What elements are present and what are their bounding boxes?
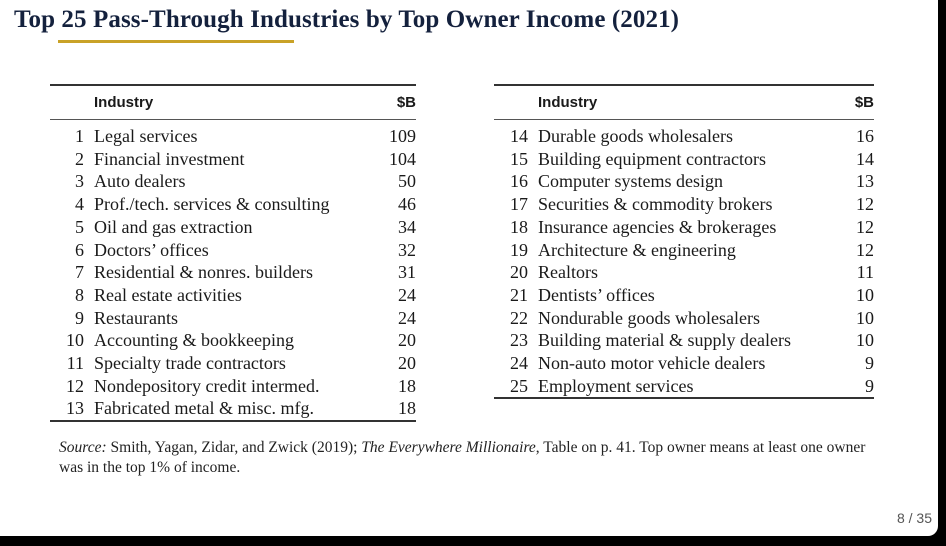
- amount-cell: 18: [398, 398, 416, 419]
- rank-cell: 16: [510, 171, 528, 192]
- table-header-row: [50, 85, 416, 120]
- table-row: [494, 120, 874, 148]
- source-rest: , Table on p. 41. Top owner means at least one owner was in the top 1% of income.: [59, 439, 866, 476]
- table-row: [50, 239, 416, 262]
- amount-cell: 32: [398, 239, 416, 260]
- table-row: [50, 170, 416, 193]
- industry-cell: Financial investment: [94, 148, 245, 169]
- table-row: [494, 239, 874, 262]
- rank-cell: 20: [510, 262, 528, 283]
- amount-cell: 12: [856, 194, 874, 215]
- rank-cell: 19: [510, 239, 528, 260]
- source-authors: Smith, Yagan, Zidar, and Zwick (2019);: [106, 439, 362, 456]
- industry-cell: Prof./tech. services & consulting: [94, 194, 330, 215]
- industry-cell: Specialty trade contractors: [94, 353, 286, 374]
- industry-table-left: [50, 84, 416, 422]
- industry-cell: Securities & commodity brokers: [538, 194, 773, 215]
- rank-cell: 22: [510, 307, 528, 328]
- table-row: [50, 307, 416, 330]
- amount-cell: 12: [856, 239, 874, 260]
- rank-header: [494, 85, 538, 120]
- amount-cell: 9: [865, 353, 874, 374]
- amount-cell: 109: [389, 126, 416, 146]
- industry-cell: Realtors: [538, 262, 598, 283]
- rank-cell: 15: [510, 148, 528, 169]
- industry-cell: Durable goods wholesalers: [538, 126, 733, 146]
- source-label: Source:: [59, 439, 107, 456]
- amount-cell: 24: [398, 284, 416, 305]
- rank-cell: 3: [75, 171, 84, 192]
- table-row: [50, 120, 416, 148]
- table-row: [50, 397, 416, 421]
- amount-cell: 31: [398, 262, 416, 283]
- industry-cell: Building material & supply dealers: [538, 330, 791, 351]
- table-row: [494, 261, 874, 284]
- table-row: [50, 216, 416, 239]
- table-row: [50, 352, 416, 375]
- amount-cell: 18: [398, 375, 416, 396]
- table-row: [50, 329, 416, 352]
- amount-cell: 46: [398, 194, 416, 215]
- rank-cell: 6: [75, 239, 84, 260]
- table-row: [50, 193, 416, 216]
- table-row: [50, 284, 416, 307]
- industry-cell: Nondepository credit intermed.: [94, 375, 320, 396]
- amount-cell: 104: [389, 148, 416, 169]
- industry-cell: Insurance agencies & brokerages: [538, 216, 777, 237]
- amount-header: $B: [854, 94, 874, 111]
- industry-cell: Architecture & engineering: [538, 239, 736, 260]
- table-row: [494, 375, 874, 399]
- amount-cell: 10: [856, 307, 874, 328]
- table-row: [50, 148, 416, 171]
- table-row: [50, 261, 416, 284]
- industry-cell: Building equipment contractors: [538, 148, 766, 169]
- industry-cell: Real estate activities: [94, 284, 242, 305]
- table-row: [50, 375, 416, 398]
- rank-cell: 8: [75, 284, 84, 305]
- table-row: [494, 284, 874, 307]
- rank-cell: 25: [510, 375, 528, 396]
- rank-cell: 23: [510, 330, 528, 351]
- industry-cell: Auto dealers: [94, 171, 186, 192]
- amount-cell: 10: [856, 330, 874, 351]
- slide-title: Top 25 Pass-Through Industries by Top Owner Income (2021): [14, 6, 680, 33]
- rank-cell: 11: [66, 353, 84, 374]
- source-book-title: The Everywhere Millionaire: [361, 439, 536, 456]
- table-row: [494, 307, 874, 330]
- rank-cell: 17: [510, 194, 528, 215]
- rank-header: [50, 85, 94, 120]
- amount-cell: 9: [865, 375, 874, 396]
- industry-cell: Residential & nonres. builders: [94, 262, 313, 283]
- table-row: [494, 352, 874, 375]
- amount-cell: 24: [398, 307, 416, 328]
- industry-cell: Non-auto motor vehicle dealers: [538, 353, 766, 374]
- amount-cell: 12: [856, 216, 874, 237]
- industry-cell: Oil and gas extraction: [94, 216, 253, 237]
- rank-cell: 13: [66, 398, 84, 419]
- amount-cell: 10: [856, 284, 874, 305]
- rank-cell: 12: [66, 375, 84, 396]
- amount-cell: 34: [398, 216, 416, 237]
- rank-cell: 4: [75, 194, 84, 215]
- rank-cell: 10: [66, 330, 84, 351]
- amount-header: $B: [396, 94, 416, 111]
- rank-cell: 5: [75, 216, 84, 237]
- industry-table-right: [494, 84, 874, 399]
- amount-cell: 16: [856, 126, 874, 146]
- industry-header: Industry: [538, 94, 598, 111]
- rank-cell: 7: [75, 262, 84, 283]
- rank-cell: 14: [510, 126, 528, 146]
- industry-cell: Computer systems design: [538, 171, 723, 192]
- table-header-row: [494, 85, 874, 120]
- amount-cell: 11: [856, 262, 874, 283]
- amount-cell: 13: [856, 171, 874, 192]
- industry-cell: Employment services: [538, 375, 694, 396]
- industry-cell: Fabricated metal & misc. mfg.: [94, 398, 314, 419]
- amount-cell: 20: [398, 353, 416, 374]
- industry-cell: Doctors’ offices: [94, 239, 209, 260]
- industry-cell: Dentists’ offices: [538, 284, 655, 305]
- industry-header: Industry: [94, 94, 154, 111]
- page-number: 8 / 35: [896, 510, 932, 526]
- table-row: [494, 216, 874, 239]
- table-row: [494, 329, 874, 352]
- table-row: [494, 170, 874, 193]
- title-underline: [58, 40, 294, 43]
- rank-cell: 1: [75, 126, 84, 146]
- industry-cell: Restaurants: [94, 307, 178, 328]
- industry-cell: Accounting & bookkeeping: [94, 330, 294, 351]
- rank-cell: 18: [510, 216, 528, 237]
- table-row: [494, 193, 874, 216]
- rank-cell: 24: [510, 353, 528, 374]
- source-note: [59, 438, 879, 478]
- industry-cell: Nondurable goods wholesalers: [538, 307, 760, 328]
- rank-cell: 9: [75, 307, 84, 328]
- amount-cell: 20: [398, 330, 416, 351]
- industry-cell: Legal services: [94, 126, 198, 146]
- amount-cell: 14: [856, 148, 874, 169]
- amount-cell: 50: [398, 171, 416, 192]
- table-row: [494, 148, 874, 171]
- rank-cell: 21: [510, 284, 528, 305]
- rank-cell: 2: [75, 148, 84, 169]
